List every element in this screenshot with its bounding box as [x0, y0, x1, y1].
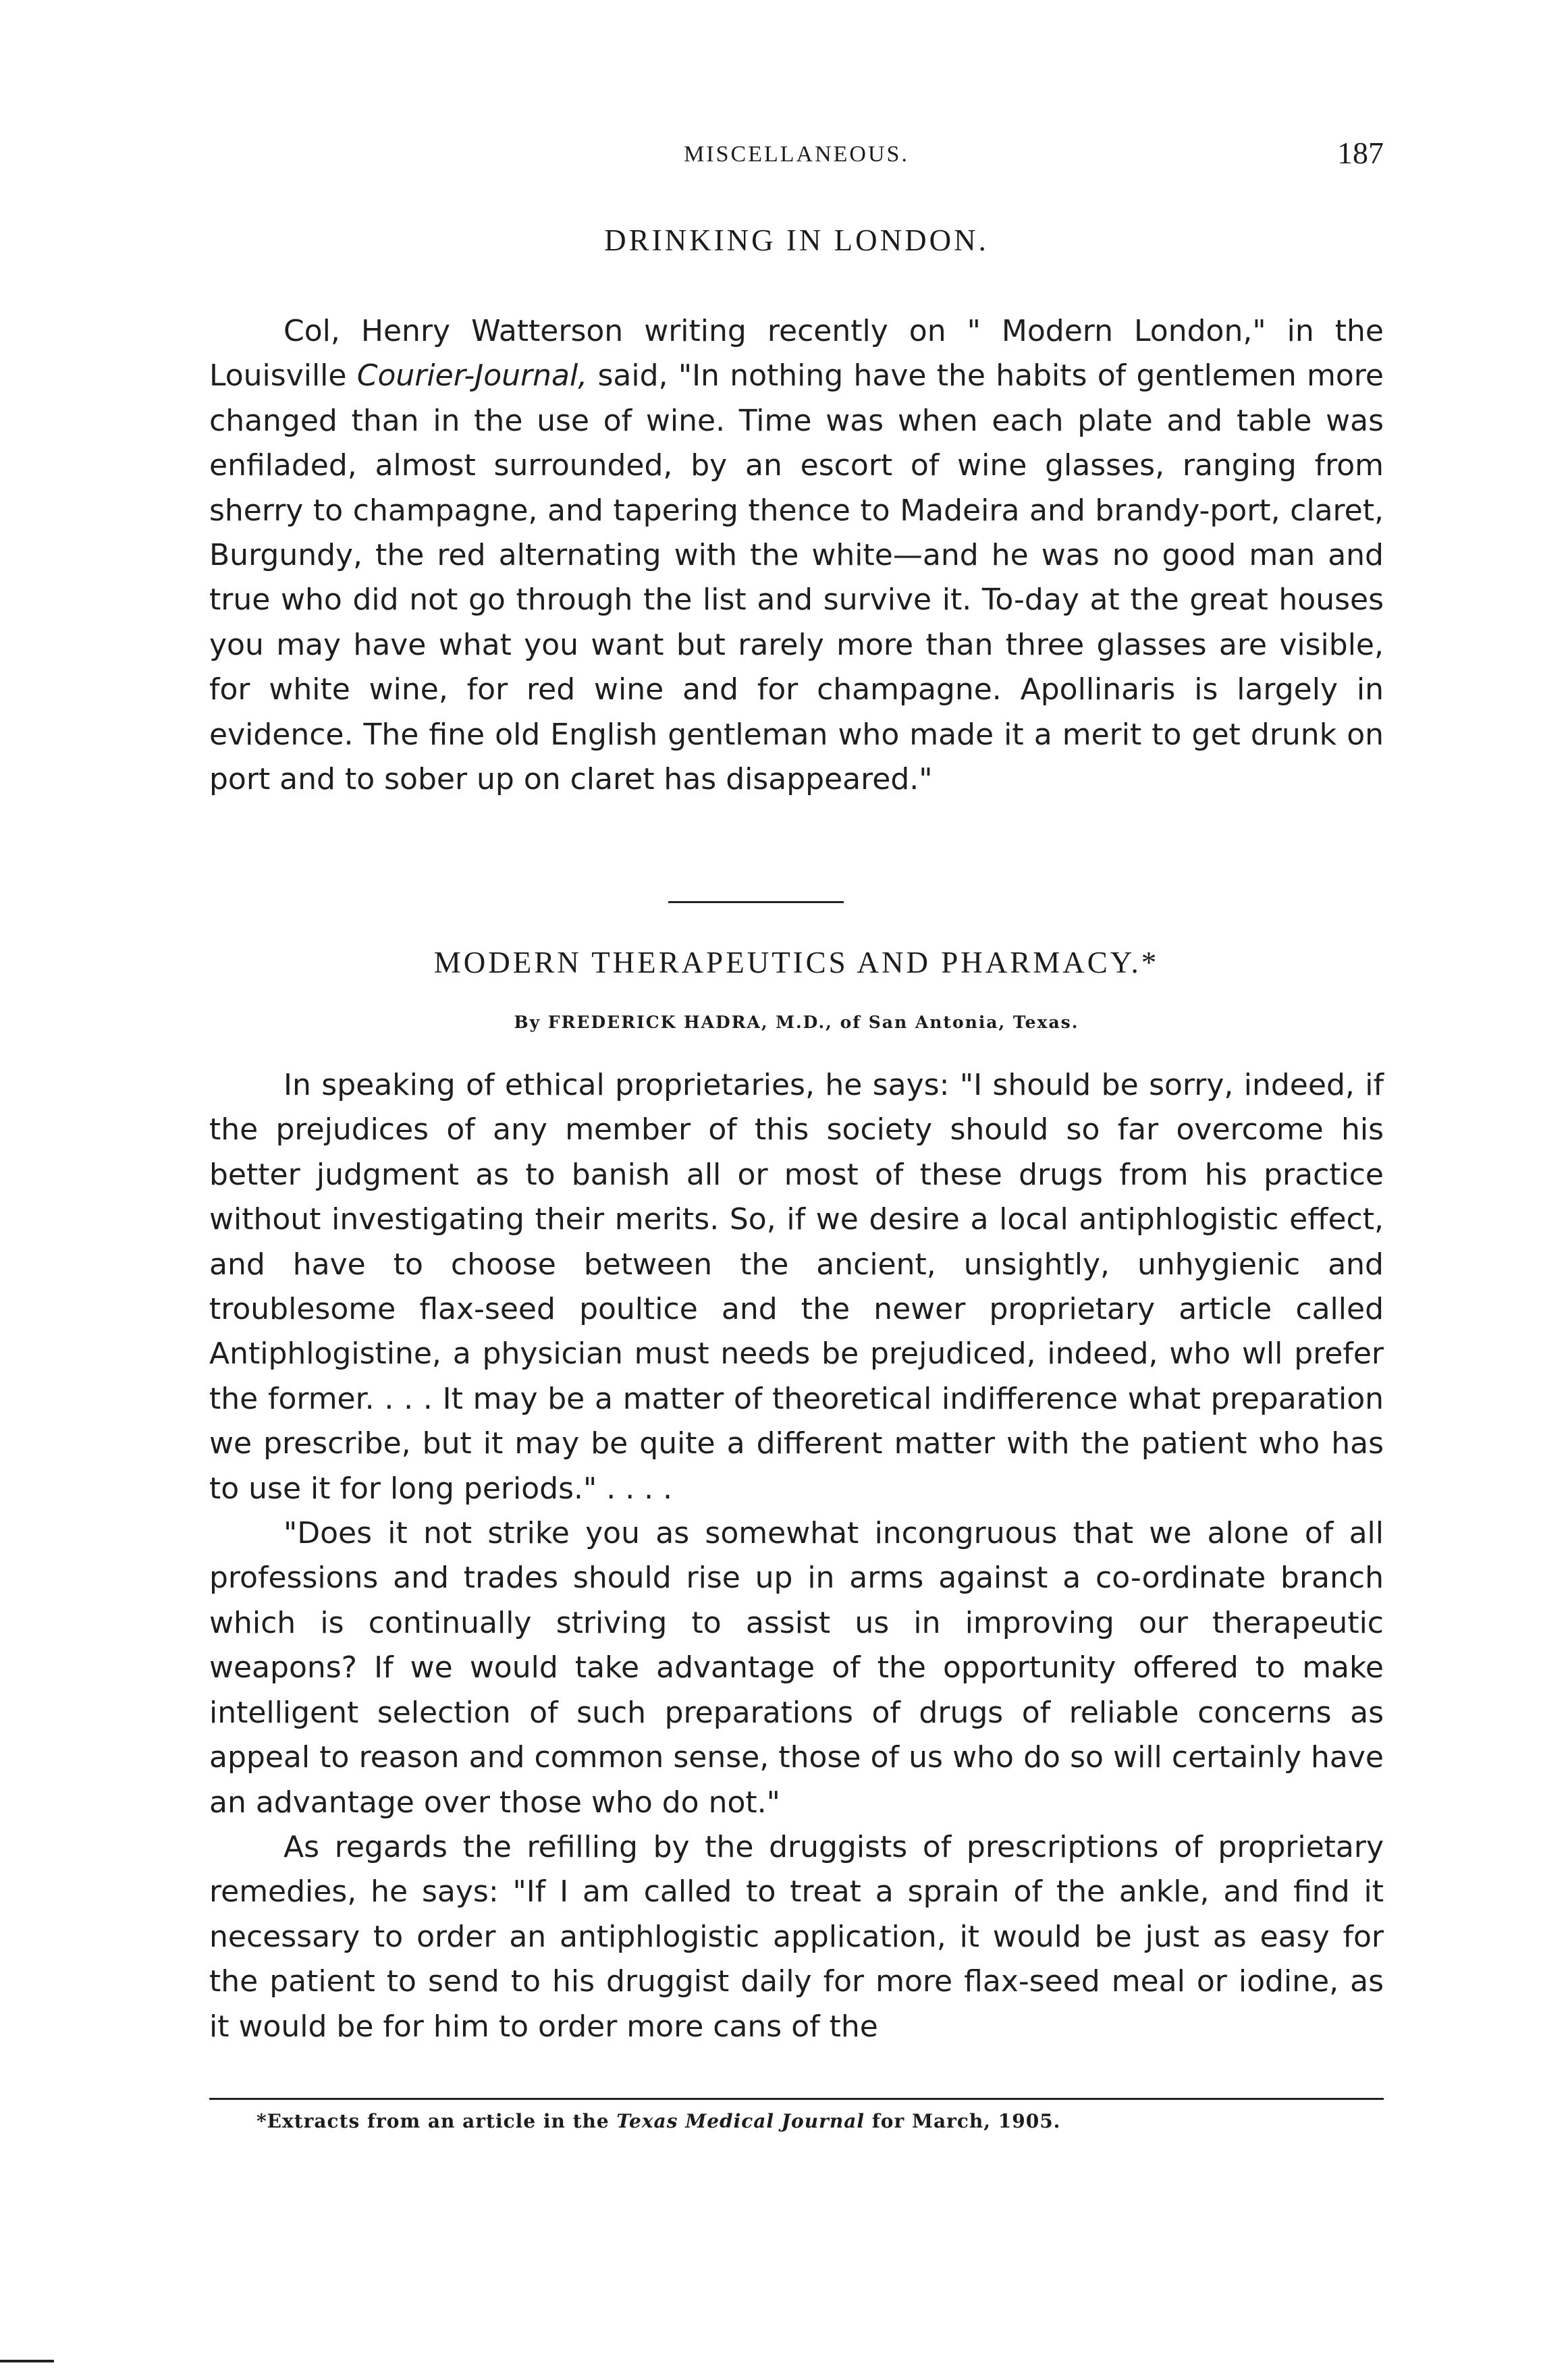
footnote-marker: *	[256, 2110, 267, 2132]
margin-mark	[0, 2360, 54, 2362]
paragraph-text: Col, Henry Watterson writing recently on " Modern London," in the Louisville	[209, 314, 1384, 394]
article-2-paragraph-1: In speaking of ethical proprietaries, he says: "I should be sorry, indeed, if the prejudices of any member of this society should so far overcome his better judgment as to banish all or most of these drugs from his practice without investigating their merits. So, if we desire a local antiphlogistic effect, and have to choose between the ancient, unsightly, unhygienic and troublesome flax-seed poultice and the newer proprietary article called Antiphlogistine, a physician must needs be prejudiced, indeed, who wll prefer the former. . . . It may be a matter of theoretical indifference what preparation we prescribe, but it may be quite a different matter with the patient who has to use it for long periods." . . . .	[209, 1068, 1384, 1506]
footnote	[256, 2110, 1384, 2132]
paragraph-text: said, "In nothing have the habits of gentlemen more changed than in the use of wine. Time was when each plate and table was enfiladed, almost surrounded, by an escort of wine glasses, ranging from sherry to champagne, and tapering thence to Madeira and brandy-port, claret, Burgundy, the red alternating with the white—and he was no good man and true who did not go through the list and survive it. To-day at the great houses you may have what you want but rarely more than three glasses are visible, for white wine, for red wine and for champagne. Apollinaris is largely in evidence. The fine old English gentleman who made it a merit to get drunk on port and to sober up on claret has disappeared."	[209, 358, 1384, 797]
journal-title: Texas Medical Journal	[616, 2110, 865, 2132]
footnote-rule	[209, 2098, 1384, 2100]
article-2-byline: By FREDERICK HADRA, M.D., of San Antonia, Texas.	[514, 1012, 1079, 1032]
running-head	[209, 136, 1384, 182]
newspaper-title: Courier-Journal,	[356, 358, 588, 394]
page-number: 187	[1337, 136, 1384, 170]
footnote-text: Extracts from an article in the	[267, 2110, 617, 2132]
article-1-paragraph	[209, 309, 1384, 802]
article-2-heading: MODERN THERAPEUTICS AND PHARMACY.*	[433, 946, 1160, 979]
article-1-heading: DRINKING IN LONDON.	[604, 223, 989, 257]
article-2-paragraph-3: As regards the refilling by the druggists of prescriptions of proprietary remedies, he says: "If I am called to treat a sprain of the ankle, and find it necessary to order an antiphlogistic application, it would be just as easy for the patient to send to his druggist daily for more flax-seed meal or iodine, as it would be for him to order more cans of the	[209, 1829, 1384, 2044]
footnote-text: for March, 1905.	[864, 2110, 1061, 2132]
section-divider	[668, 901, 844, 903]
running-title: MISCELLANEOUS.	[684, 142, 909, 167]
article-1-body	[209, 309, 1384, 802]
article-2-body	[209, 1063, 1384, 2049]
article-2-paragraph-2: "Does it not strike you as somewhat incongruous that we alone of all professions and trades should rise up in arms against a co-ordinate branch which is continually striving to assist us in improving our therapeutic weapons? If we would take advantage of the opportunity offered to make intelligent selection of such preparations of drugs of reliable concerns as appeal to reason and common sense, those of us who do so will certainly have an advantage over those who do not."	[209, 1516, 1384, 1820]
